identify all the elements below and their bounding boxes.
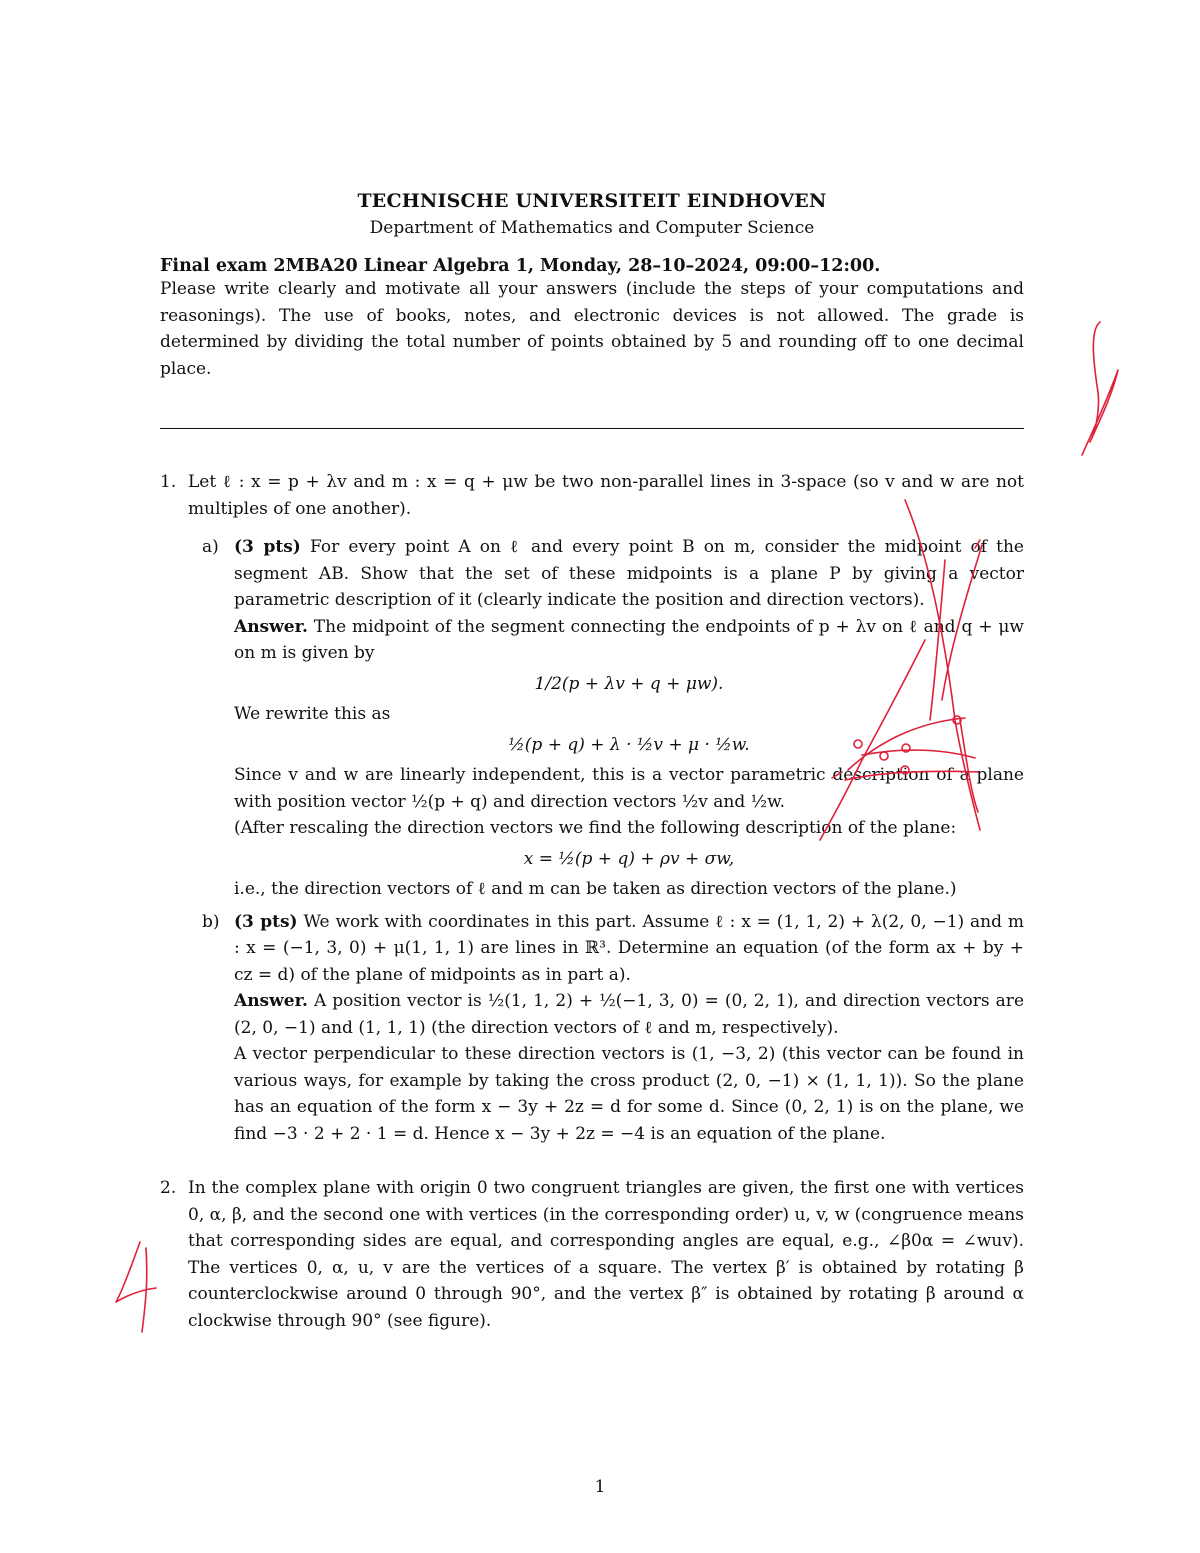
header-divider xyxy=(160,428,1024,429)
part-a-answer-label: Answer. xyxy=(234,616,308,637)
part-a-points: (3 pts) xyxy=(234,537,301,557)
question-1 xyxy=(160,469,1024,1147)
university-name: TECHNISCHE UNIVERSITEIT EINDHOVEN xyxy=(357,190,827,212)
part-b-perpendicular: A vector perpendicular to these direction vectors is (1, −3, 2) (this vector can be found in various ways, for example by taking the cross product (2, 0, −1) × (1, 1, 1)). So the plane has an equation of the form x − 3y + 2z = d for some d. Since (0, 2, 1) is on the plane, we find −3 · 2 + 2 · 1 = d. Hence x − 3y + 2z = −4 is an equation of the plane. xyxy=(234,1044,1024,1144)
question-2-number: 2. xyxy=(160,1178,177,1198)
part-a-after: (After rescaling the direction vectors we find the following description of the plane: xyxy=(234,818,957,838)
part-a-answer-text: The midpoint of the segment connecting the endpoints of p + λv on ℓ and q + μw on m is given by xyxy=(234,616,1024,663)
equation-midpoint xyxy=(234,671,1024,698)
part-b-question-text: We work with coordinates in this part. Assume ℓ : x = (1, 1, 2) + λ(2, 0, −1) and m : x = (−1, 3, 0) + μ(1, 1, 1) are lines in ℝ³. Determine an equation (of the form ax + by + cz = d) of the plane of midpoints as in part a). xyxy=(234,911,1024,985)
question-2-statement: In the complex plane with origin 0 two congruent triangles are given, the first one with vertices 0, α, β, and the second one with vertices (in the corresponding order) u, v, w (congruence means that corresponding sides are equal, and corresponding angles are equal, e.g., ∠β0α = ∠wuv). The vertices 0, α, u, v are the vertices of a square. The vertex β′ is obtained by rotating β counterclockwise around 0 through 90°, and the vertex β″ is obtained by rotating β around α clockwise through 90° (see figure). xyxy=(188,1178,1024,1331)
grade-mark-4 xyxy=(116,1242,156,1332)
part-b-answer-label: Answer. xyxy=(234,991,308,1011)
grade-mark-6 xyxy=(1082,322,1118,455)
question-1-number: 1. xyxy=(160,472,177,492)
question-1a xyxy=(188,534,1024,903)
exam-instructions: Please write clearly and motivate all your answers (include the steps of your computations and reasonings). The use of books, notes, and electronic devices is not allowed. The grade is determined by dividing the total number of points obtained by 5 and rounding off to one decimal place. xyxy=(160,279,1024,379)
department-name: Department of Mathematics and Computer Science xyxy=(369,218,815,238)
part-b-label: b) xyxy=(202,911,220,932)
part-b-points: (3 pts) xyxy=(234,911,298,932)
part-a-ie: i.e., the direction vectors of ℓ and m can be taken as direction vectors of the plane.) xyxy=(234,879,957,899)
exam-page xyxy=(160,190,1024,1334)
part-b-answer-text: A position vector is ½(1, 1, 2) + ½(−1, 3, 0) = (0, 2, 1), and direction vectors are (2, 0, −1) and (1, 1, 1) (the direction vectors of ℓ and m, respectively). xyxy=(234,991,1024,1038)
rewrite-label: We rewrite this as xyxy=(234,704,391,724)
page-number: 1 xyxy=(594,1477,606,1497)
question-1b xyxy=(188,909,1024,1148)
part-a-since: Since v and w are linearly independent, this is a vector parametric description of a plane with position vector ½(p + q) and direction vectors ½v and ½w. xyxy=(234,765,1024,812)
part-a-label: a) xyxy=(202,537,219,557)
part-a-question xyxy=(234,534,1024,614)
part-b-question xyxy=(234,909,1024,989)
equation-midpoint-fraction: 1/2 xyxy=(534,673,562,694)
question-1-statement: Let ℓ : x = p + λv and m : x = q + μw be two non-parallel lines in 3-space (so v and w are not multiples of one another). xyxy=(188,472,1024,519)
part-a-question-text: For every point A on ℓ and every point B on m, consider the midpoint of the segment AB. Show that the set of these midpoints is a plane P by giving a vector parametric description of it (clearly indicate the position and direction vectors). xyxy=(234,537,1024,610)
question-2 xyxy=(160,1175,1024,1334)
part-a-answer xyxy=(234,614,1024,667)
equation-midpoint-body: (p + λv + q + μw). xyxy=(561,673,724,694)
exam-title: Final exam 2MBA20 Linear Algebra 1, Monday, 28–10–2024, 09:00–12:00. xyxy=(160,256,881,276)
equation-plane: x = ½(p + q) + ρv + σw, xyxy=(523,848,735,869)
equation-rewritten: ½(p + q) + λ · ½v + μ · ½w. xyxy=(508,734,750,755)
part-b-answer xyxy=(234,988,1024,1041)
